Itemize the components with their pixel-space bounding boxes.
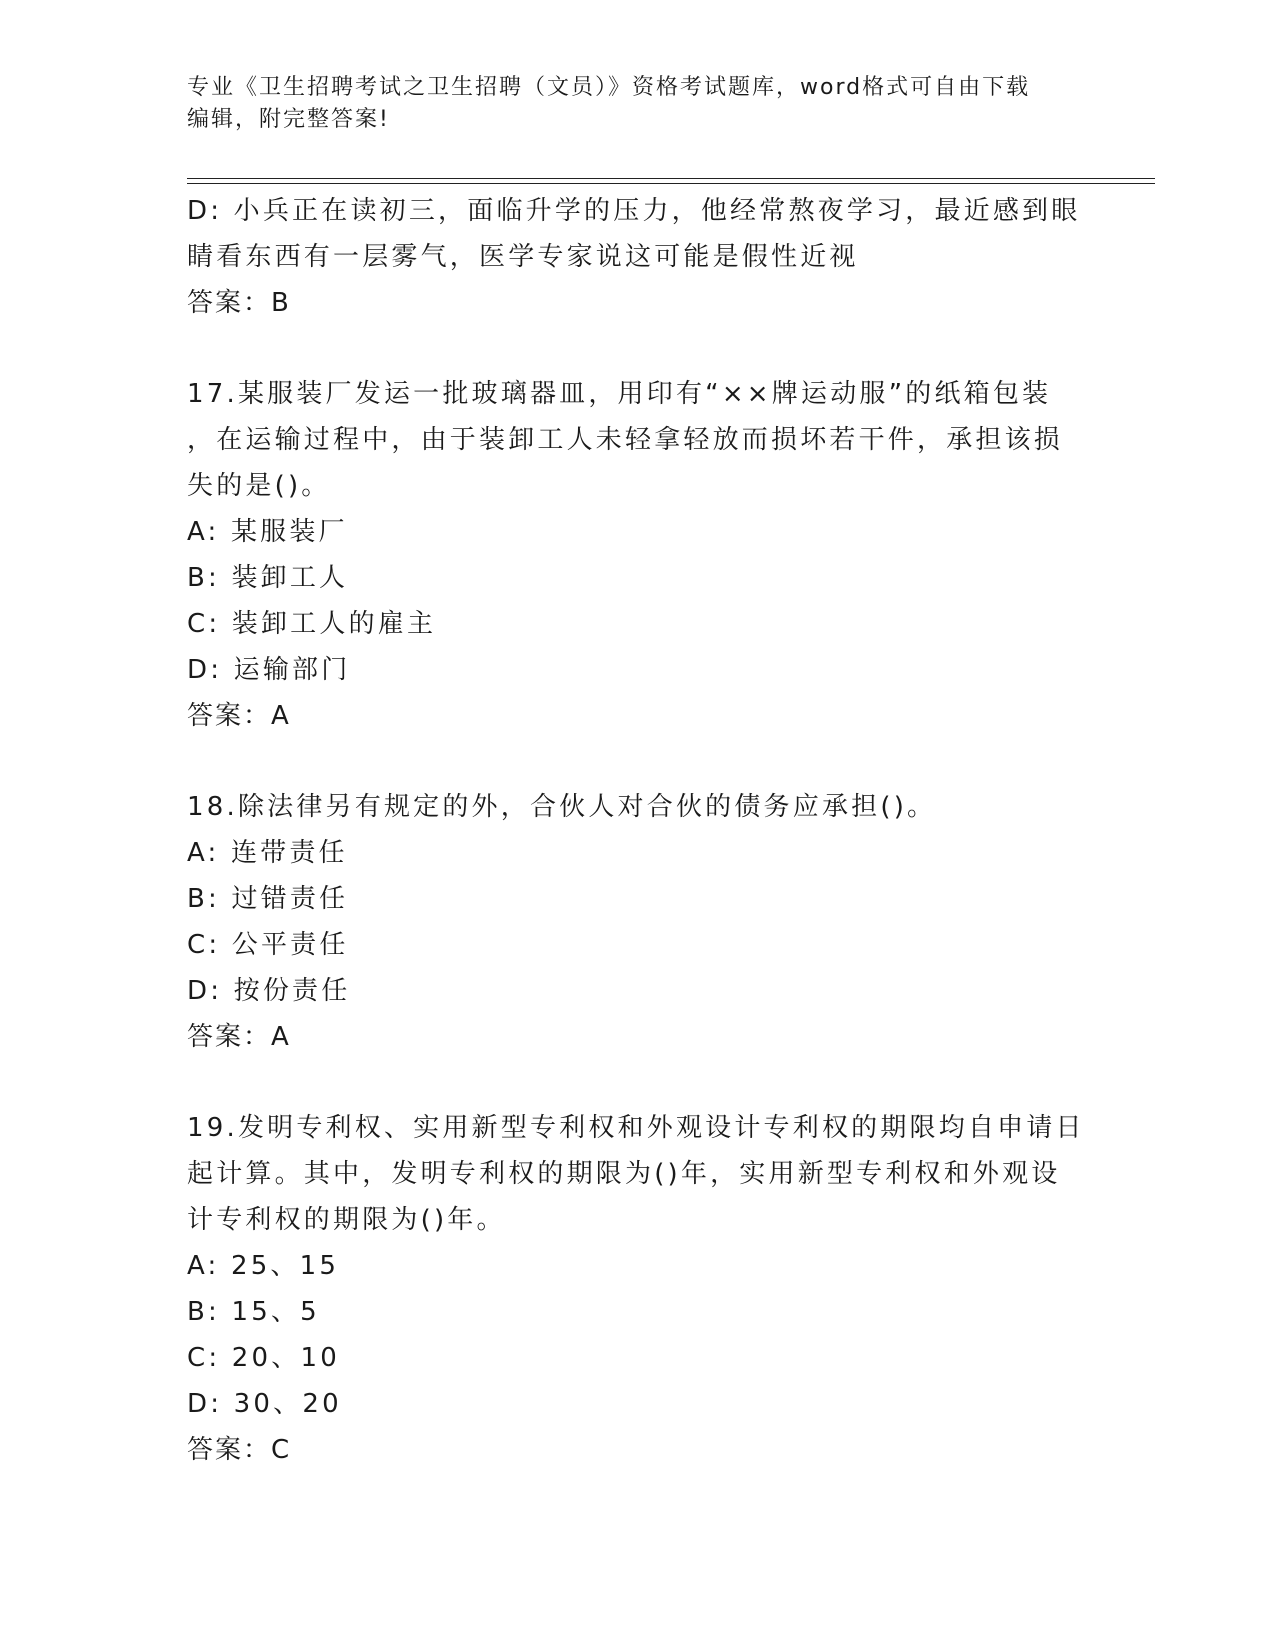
header-line-2: 编辑，附完整答案! (187, 107, 390, 132)
option-a: A: 25、15 (187, 1251, 340, 1281)
spacer (187, 739, 1087, 784)
answer: 答案：A (187, 1022, 291, 1052)
question-text-line: 19.发明专利权、实用新型专利权和外观设计专利权的期限均自申请日 (187, 1113, 1085, 1143)
option-d: D: 30、20 (187, 1389, 342, 1419)
spacer (187, 1060, 1087, 1105)
question-text-line: 计专利权的期限为()年。 (187, 1205, 506, 1235)
option-b: B: 装卸工人 (187, 563, 349, 593)
option-c: C: 公平责任 (187, 930, 349, 960)
option-b: B: 过错责任 (187, 884, 349, 914)
answer: 答案：A (187, 701, 291, 731)
prev-option-d-line-1: D: 小兵正在读初三，面临升学的压力，他经常熬夜学习，最近感到眼 (187, 196, 1081, 226)
answer: 答案：C (187, 1435, 292, 1465)
question-text-line: ，在运输过程中，由于装卸工人未轻拿轻放而损坏若干件，承担该损 (187, 425, 1064, 455)
question-text-line: 17.某服装厂发运一批玻璃器皿，用印有“××牌运动服”的纸箱包装 (187, 379, 1052, 409)
question-17 (187, 371, 1087, 739)
question-18 (187, 784, 1087, 1060)
question-19 (187, 1105, 1087, 1473)
document-header (187, 72, 1067, 136)
prev-option-d-line-2: 睛看东西有一层雾气，医学专家说这可能是假性近视 (187, 242, 859, 272)
option-d: D: 按份责任 (187, 976, 351, 1006)
option-d: D: 运输部门 (187, 655, 351, 685)
header-divider-top (187, 178, 1155, 179)
option-a: A: 某服装厂 (187, 517, 348, 547)
option-b: B: 15、5 (187, 1297, 320, 1327)
question-text-line: 失的是()。 (187, 471, 331, 501)
header-divider-bottom (187, 183, 1155, 184)
question-text-line: 18.除法律另有规定的外，合伙人对合伙的债务应承担()。 (187, 792, 937, 822)
prev-answer: 答案：B (187, 288, 291, 318)
option-c: C: 20、10 (187, 1343, 340, 1373)
header-line-1: 专业《卫生招聘考试之卫生招聘（文员）》资格考试题库，word格式可自由下载 (187, 75, 1031, 100)
spacer (187, 326, 1087, 371)
option-c: C: 装卸工人的雇主 (187, 609, 437, 639)
option-a: A: 连带责任 (187, 838, 348, 868)
question-content (187, 188, 1087, 1473)
question-text-line: 起计算。其中，发明专利权的期限为()年，实用新型专利权和外观设 (187, 1159, 1061, 1189)
